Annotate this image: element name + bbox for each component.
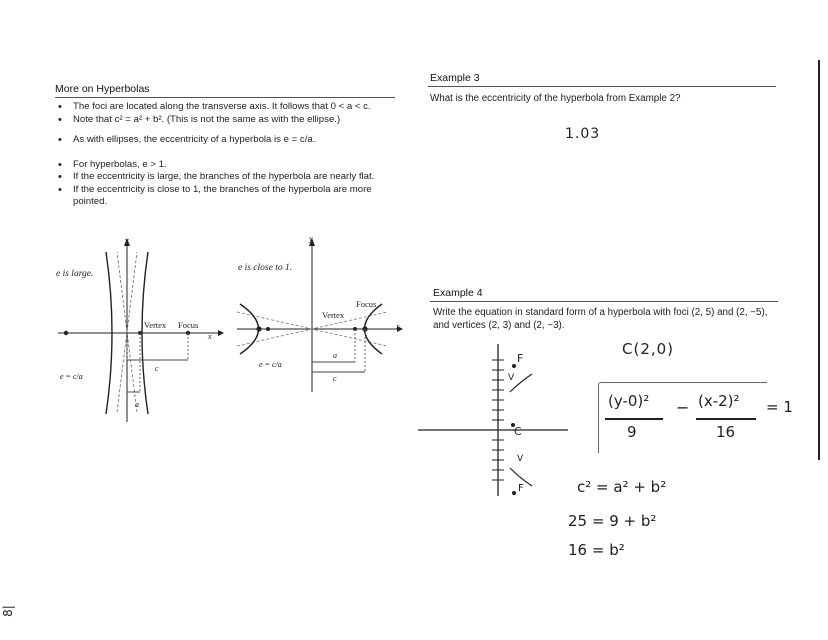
figure1-x-label: x	[208, 332, 212, 341]
equation-minus: −	[676, 398, 690, 417]
figure2-a-label: a	[333, 351, 337, 360]
figure2-caption: e is close to 1.	[238, 263, 293, 273]
equation-equals-one: = 1	[766, 398, 793, 416]
equation-numerator-1: (y-0)²	[608, 392, 650, 410]
example3-rule	[428, 86, 776, 87]
figure1-vertex-label: Vertex	[144, 320, 167, 330]
margin-mark: 8|	[0, 605, 15, 617]
figure2-c-label: c	[333, 374, 337, 383]
figure1-diagram	[48, 232, 228, 422]
figure1-y-label: y	[125, 236, 129, 245]
example3-question: What is the eccentricity of the hyperbola from Example 2?	[430, 93, 681, 104]
work-line-2: 25 = 9 + b²	[568, 512, 657, 530]
bullet-c-squared: • Note that c² = a² + b². (This is not the same as with the ellipse.)	[55, 114, 400, 127]
figure2-focus-label: Focus	[356, 299, 377, 309]
figure1-caption: e is large.	[56, 269, 94, 279]
example4-question-line2: and vertices (2, 3) and (2, −3).	[433, 320, 565, 331]
equation-numerator-2: (x-2)²	[698, 392, 740, 410]
sketch-center: C	[514, 425, 522, 438]
example4-center: C(2,0)	[622, 340, 675, 358]
bullet-e-greater-1: • For hyperbolas, e > 1.	[55, 159, 400, 172]
sketch-focus-bottom: F	[518, 483, 524, 494]
bullet-list	[55, 101, 400, 209]
figure2-vertex-label: Vertex	[322, 310, 345, 320]
equation-bracket	[598, 382, 767, 453]
page-edge-right	[818, 60, 820, 460]
sketch-vertex-top: V	[508, 373, 515, 383]
equation-denominator-2: 16	[716, 423, 736, 441]
bullet-foci: • The foci are located along the transverse axis. It follows that 0 < a < c.	[55, 101, 400, 114]
figure1-e-label: e = c/a	[60, 372, 83, 381]
example4-sketch	[418, 338, 568, 498]
bullet-large-e: • If the eccentricity is large, the branches of the hyperbola are nearly flat.	[55, 171, 400, 184]
figure1-focus-label: Focus	[178, 320, 199, 330]
figure2-y-label: y	[309, 234, 313, 243]
example3-answer: 1.03	[565, 126, 601, 142]
example4-question-line1: Write the equation in standard form of a hyperbola with foci (2, 5) and (2, −5),	[433, 307, 768, 318]
figure1-c-label: c	[155, 364, 159, 373]
figure2-e-label: e = c/a	[259, 360, 282, 369]
equation-denominator-1: 9	[627, 423, 637, 441]
example4-rule	[430, 301, 778, 302]
example3-title: Example 3	[430, 72, 480, 84]
sketch-vertex-bottom: V	[517, 454, 524, 464]
work-line-3: 16 = b²	[568, 541, 625, 559]
section-title: More on Hyperbolas	[55, 83, 150, 95]
bullet-e-close-1: • If the eccentricity is close to 1, the branches of the hyperbola are more pointed.	[55, 184, 400, 209]
figure2-x-label: x	[396, 322, 400, 331]
work-line-1: c² = a² + b²	[577, 478, 667, 496]
sketch-focus-top: F	[517, 352, 524, 365]
figure1-a-label: a	[135, 400, 139, 409]
bullet-eccentricity: • As with ellipses, the eccentricity of a hyperbola is e = c/a.	[55, 134, 400, 147]
example4-title: Example 4	[433, 287, 483, 299]
title-rule	[55, 97, 395, 98]
